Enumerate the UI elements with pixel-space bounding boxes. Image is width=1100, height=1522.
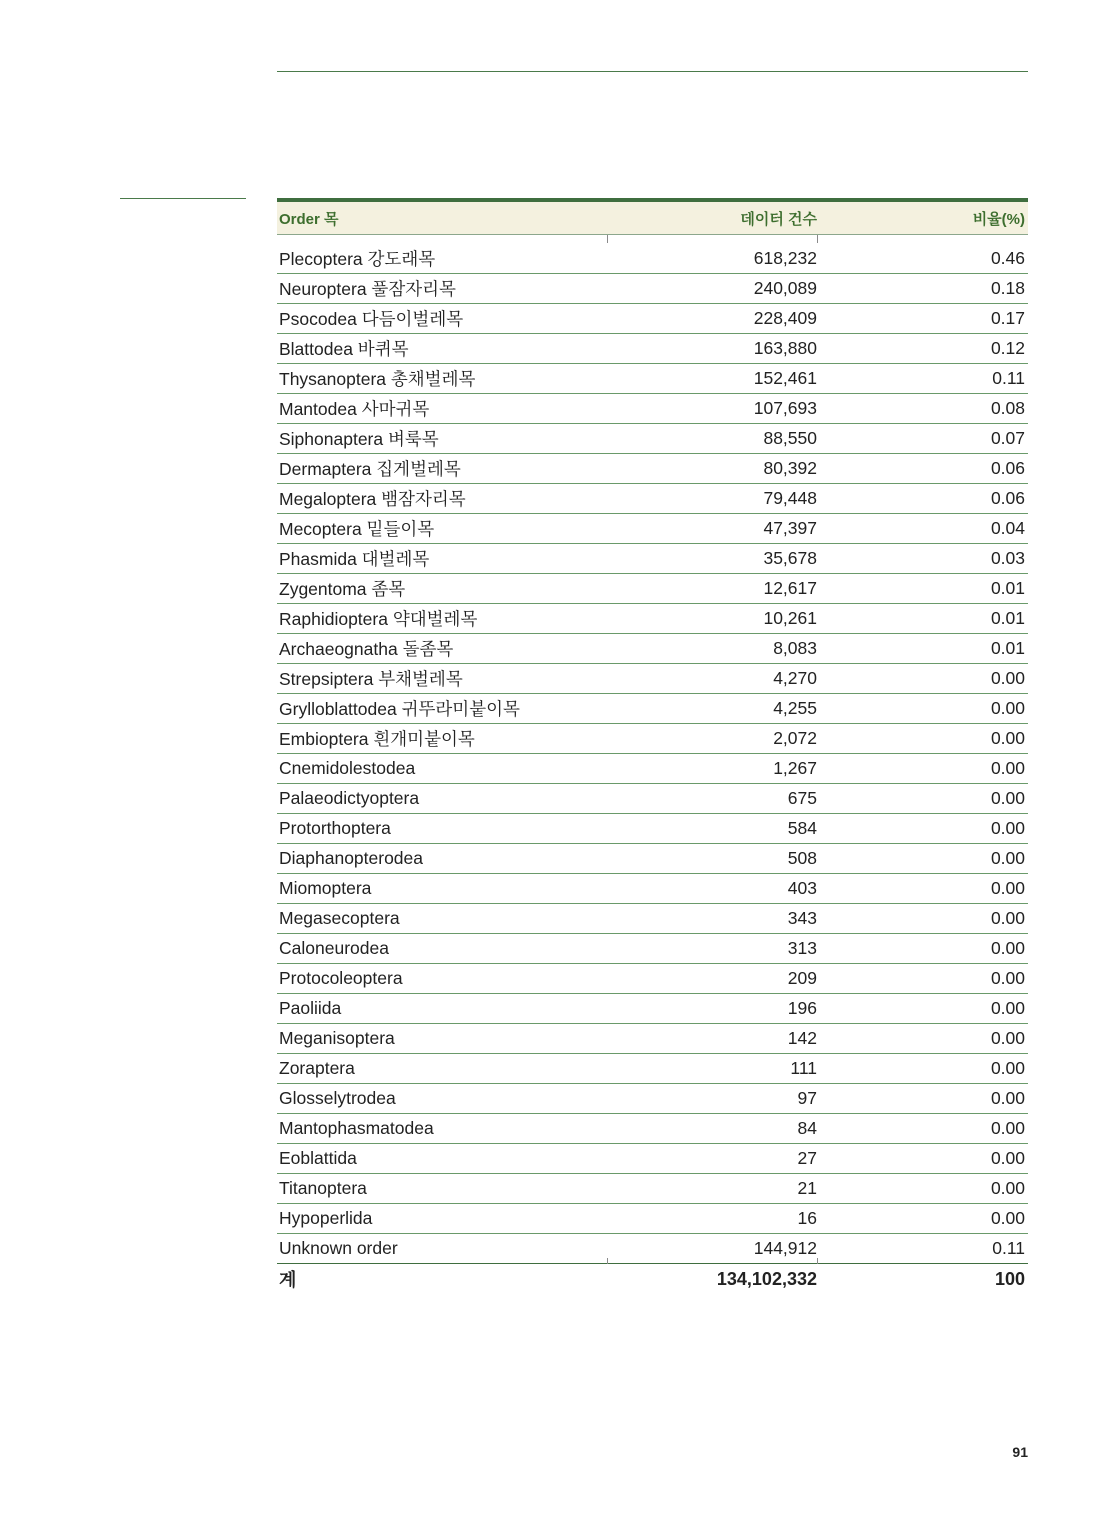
row-ratio: 0.00 [990, 788, 1025, 808]
row-ratio: 0.00 [990, 848, 1025, 868]
row-ratio: 0.00 [990, 1178, 1025, 1198]
table-row [277, 274, 1028, 304]
row-order: Siphonaptera 벼룩목 [279, 429, 439, 449]
table-row [277, 484, 1028, 514]
table-row [277, 544, 1028, 574]
row-count: 97 [797, 1088, 817, 1108]
row-count: 228,409 [753, 308, 817, 328]
table-row [277, 694, 1028, 724]
row-count: 142 [787, 1028, 817, 1048]
row-count: 12,617 [763, 578, 817, 598]
row-count: 313 [787, 938, 817, 958]
row-count: 618,232 [753, 248, 817, 268]
row-ratio: 0.18 [990, 278, 1025, 298]
table-row [277, 1084, 1028, 1114]
row-count: 144,912 [753, 1238, 817, 1258]
row-order: Grylloblattodea 귀뚜라미붙이목 [279, 699, 520, 719]
row-order: Hypoperlida [279, 1208, 373, 1228]
table-row [277, 514, 1028, 544]
table-row [277, 1024, 1028, 1054]
row-count: 508 [787, 848, 817, 868]
row-order: Eoblattida [279, 1148, 357, 1168]
row-order: Mecoptera 밑들이목 [279, 519, 435, 539]
row-ratio: 0.01 [990, 578, 1025, 598]
table-row [277, 784, 1028, 814]
table-row [277, 244, 1028, 274]
row-order: Zygentoma 좀목 [279, 579, 406, 599]
row-count: 403 [787, 878, 817, 898]
row-order: Cnemidolestodea [279, 758, 416, 778]
table-row [277, 634, 1028, 664]
row-count: 16 [797, 1208, 817, 1228]
row-count: 4,270 [773, 668, 817, 688]
row-ratio: 0.00 [990, 908, 1025, 928]
page-number: 91 [1012, 1444, 1028, 1460]
row-ratio: 0.04 [990, 518, 1025, 538]
row-ratio: 0.00 [990, 968, 1025, 988]
row-ratio: 0.00 [990, 818, 1025, 838]
row-order: Glosselytrodea [279, 1088, 396, 1108]
row-order: Phasmida 대벌레목 [279, 549, 430, 569]
row-order: Titanoptera [279, 1178, 367, 1198]
row-ratio: 0.00 [990, 1208, 1025, 1228]
row-ratio: 0.00 [990, 998, 1025, 1018]
row-count: 240,089 [753, 278, 817, 298]
table-row [277, 1144, 1028, 1174]
header-ratio: 비율(%) [972, 210, 1025, 228]
table-row [277, 334, 1028, 364]
table-row [277, 1054, 1028, 1084]
column-ticks-bottom [277, 1258, 1028, 1264]
row-count: 4,255 [773, 698, 817, 718]
row-order: Dermaptera 집게벌레목 [279, 459, 461, 479]
row-order: Mantophasmatodea [279, 1118, 434, 1138]
row-count: 152,461 [753, 368, 817, 388]
table-row [277, 664, 1028, 694]
row-order: Miomoptera [279, 878, 372, 898]
row-ratio: 0.00 [990, 878, 1025, 898]
row-count: 675 [787, 788, 817, 808]
total-row [277, 1264, 1028, 1294]
table-body [277, 244, 1028, 1263]
row-ratio: 0.00 [990, 1148, 1025, 1168]
table-row [277, 754, 1028, 784]
table-row [277, 724, 1028, 754]
row-count: 84 [797, 1118, 817, 1138]
column-tick [817, 235, 818, 243]
row-count: 88,550 [763, 428, 817, 448]
row-count: 163,880 [753, 338, 817, 358]
row-count: 10,261 [763, 608, 817, 628]
row-count: 47,397 [763, 518, 817, 538]
row-count: 21 [797, 1178, 817, 1198]
row-ratio: 0.00 [990, 1118, 1025, 1138]
row-ratio: 0.01 [990, 638, 1025, 658]
table-row [277, 604, 1028, 634]
row-ratio: 0.00 [990, 668, 1025, 688]
row-ratio: 0.11 [992, 368, 1025, 388]
row-count: 1,267 [773, 758, 817, 778]
row-count: 2,072 [773, 728, 817, 748]
table-row [277, 454, 1028, 484]
row-ratio: 0.00 [990, 758, 1025, 778]
table-row [277, 574, 1028, 604]
row-count: 80,392 [763, 458, 817, 478]
column-tick [607, 1258, 608, 1264]
header-count: 데이터 건수 [740, 210, 817, 228]
row-order: Strepsiptera 부채벌레목 [279, 669, 463, 689]
table-row [277, 964, 1028, 994]
row-order: Thysanoptera 총채벌레목 [279, 369, 476, 389]
row-count: 209 [787, 968, 817, 988]
row-ratio: 0.00 [990, 1088, 1025, 1108]
row-order: Psocodea 다듬이벌레목 [279, 309, 464, 329]
row-ratio: 0.08 [990, 398, 1025, 418]
row-order: Archaeognatha 돌좀목 [279, 639, 454, 659]
column-ticks-top [277, 235, 1028, 244]
row-count: 35,678 [763, 548, 817, 568]
table-row [277, 814, 1028, 844]
row-count: 343 [787, 908, 817, 928]
row-ratio: 0.46 [990, 248, 1025, 268]
header-order: Order 목 [279, 210, 339, 228]
table-row [277, 934, 1028, 964]
table-row [277, 904, 1028, 934]
row-count: 584 [787, 818, 817, 838]
row-ratio: 0.00 [990, 698, 1025, 718]
row-count: 27 [797, 1148, 817, 1168]
row-count: 111 [790, 1058, 817, 1078]
row-ratio: 0.00 [990, 1028, 1025, 1048]
total-count: 134,102,332 [716, 1268, 817, 1289]
table-row [277, 364, 1028, 394]
row-order: Megasecoptera [279, 908, 400, 928]
insect-order-table [277, 198, 1028, 1294]
table-row [277, 304, 1028, 334]
row-ratio: 0.17 [990, 308, 1025, 328]
row-count: 79,448 [763, 488, 817, 508]
row-order: Megaloptera 뱀잠자리목 [279, 489, 466, 509]
row-ratio: 0.06 [990, 488, 1025, 508]
table-row [277, 424, 1028, 454]
row-order: Paoliida [279, 998, 342, 1018]
table-row [277, 1204, 1028, 1234]
row-order: Neuroptera 풀잠자리목 [279, 279, 456, 299]
table-header [277, 202, 1028, 235]
row-order: Raphidioptera 약대벌레목 [279, 609, 478, 629]
row-order: Palaeodictyoptera [279, 788, 420, 808]
row-order: Blattodea 바퀴목 [279, 339, 409, 359]
row-count: 196 [787, 998, 817, 1018]
column-tick [817, 1258, 818, 1264]
row-order: Unknown order [279, 1238, 398, 1258]
row-ratio: 0.11 [992, 1238, 1025, 1258]
row-ratio: 0.00 [990, 938, 1025, 958]
side-divider [120, 198, 246, 199]
row-ratio: 0.07 [990, 428, 1025, 448]
row-order: Zoraptera [279, 1058, 355, 1078]
row-order: Embioptera 흰개미붙이목 [279, 729, 475, 749]
row-ratio: 0.03 [990, 548, 1025, 568]
row-order: Meganisoptera [279, 1028, 395, 1048]
row-ratio: 0.00 [990, 1058, 1025, 1078]
row-order: Plecoptera 강도래목 [279, 249, 436, 269]
row-order: Protorthoptera [279, 818, 391, 838]
table-row [277, 1174, 1028, 1204]
row-order: Caloneurodea [279, 938, 389, 958]
table-row [277, 994, 1028, 1024]
table-row [277, 874, 1028, 904]
total-ratio: 100 [994, 1268, 1025, 1289]
row-ratio: 0.00 [990, 728, 1025, 748]
row-count: 107,693 [753, 398, 817, 418]
total-label: 계 [279, 1270, 297, 1290]
top-divider [277, 71, 1028, 72]
row-order: Mantodea 사마귀목 [279, 399, 430, 419]
row-ratio: 0.06 [990, 458, 1025, 478]
table-row [277, 1114, 1028, 1144]
row-ratio: 0.01 [990, 608, 1025, 628]
row-order: Diaphanopterodea [279, 848, 424, 868]
row-ratio: 0.12 [990, 338, 1025, 358]
row-count: 8,083 [773, 638, 817, 658]
table-row [277, 394, 1028, 424]
table-row [277, 844, 1028, 874]
row-order: Protocoleoptera [279, 968, 403, 988]
column-tick [607, 235, 608, 243]
